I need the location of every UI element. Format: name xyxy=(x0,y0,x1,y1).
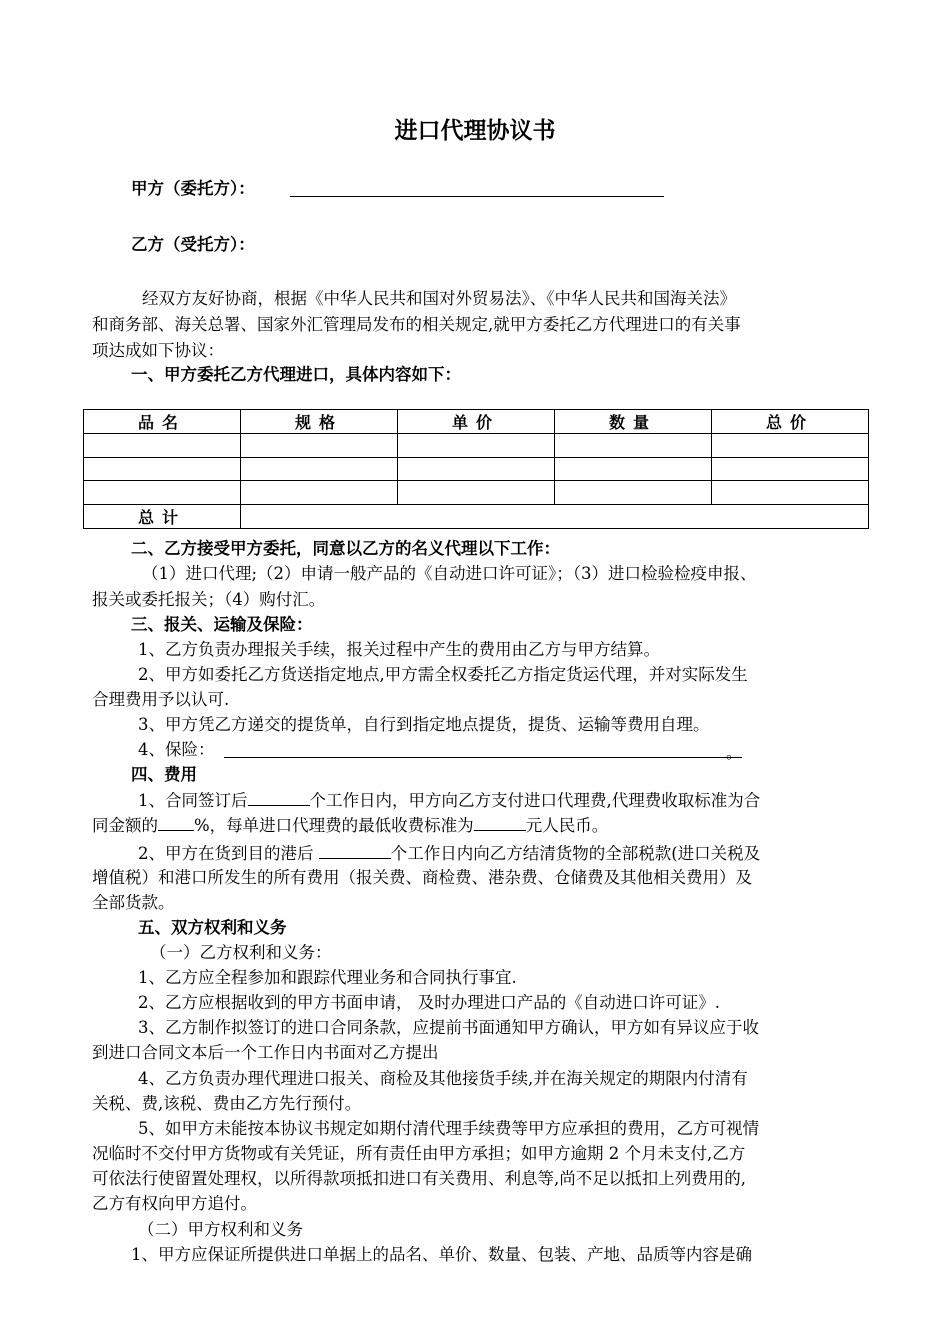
section-3-item-2-line-1: 2、甲方如委托乙方货送指定地点,甲方需全权委托乙方指定货运代理，并对实际发生 xyxy=(138,665,748,684)
fee-1-text-d: %，每单进口代理费的最低收费标准为 xyxy=(194,816,474,835)
party-a-label: 甲方（委托方）： xyxy=(131,179,255,198)
party-b-duty-3-line-1: 3、乙方制作拟签订的进口合同条款，应提前书面通知甲方确认，甲方如有异议应于收 xyxy=(138,1018,759,1037)
fee-2-line-3: 全部货款。 xyxy=(92,893,175,912)
insurance-end-mark: 。 xyxy=(726,743,743,762)
table-cell xyxy=(555,434,712,458)
section-3-heading: 三、报关、运输及保险： xyxy=(131,615,313,634)
total-label: 总计 xyxy=(84,504,241,528)
table-total-row xyxy=(84,504,869,528)
section-1-heading: 一、甲方委托乙方代理进口，具体内容如下： xyxy=(131,365,461,384)
table-cell xyxy=(398,481,555,505)
fee-2-text-b: 个工作日内向乙方结清货物的全部税款(进口关税及 xyxy=(390,844,761,863)
fee-2-line-2: 增值税）和港口所发生的所有费用（报关费、商检费、港杂费、仓储费及其他相关费用）及 xyxy=(92,868,752,887)
party-b-duty-5-line-4: 乙方有权向甲方追付。 xyxy=(92,1194,257,1213)
table-cell xyxy=(84,434,241,458)
table-row xyxy=(84,481,869,505)
fee-2-days-blank xyxy=(319,842,391,859)
table-cell xyxy=(241,434,398,458)
header-unit-price: 单价 xyxy=(398,410,555,434)
intro-line-1: 经双方友好协商，根据《中华人民共和国对外贸易法》、《中华人民共和国海关法》 xyxy=(142,289,736,308)
table-row xyxy=(84,457,869,481)
table-cell xyxy=(84,457,241,481)
fee-1-line-2 xyxy=(92,814,608,837)
party-b-duty-2: 2、乙方应根据收到的甲方书面申请， 及时办理进口产品的《自动进口许可证》. xyxy=(138,993,720,1012)
table-cell xyxy=(241,457,398,481)
subsection-1-heading: （一）乙方权利和义务： xyxy=(150,943,332,962)
table-cell xyxy=(712,457,869,481)
header-product-name: 品名 xyxy=(84,410,241,434)
party-a-duty-1: 1、甲方应保证所提供进口单据上的品名、单价、数量、包装、产地、品质等内容是确 xyxy=(131,1245,752,1264)
party-a-blank xyxy=(290,196,664,197)
table-cell xyxy=(241,481,398,505)
fee-1-text-a: 1、合同签订后 xyxy=(138,791,248,810)
fee-1-text-e: 元人民币。 xyxy=(525,816,609,835)
table-cell xyxy=(398,434,555,458)
section-3-item-4-label: 4、保险： xyxy=(138,740,215,759)
header-specification: 规格 xyxy=(241,410,398,434)
table-cell xyxy=(84,481,241,505)
goods-table xyxy=(83,409,869,529)
header-quantity: 数量 xyxy=(555,410,712,434)
total-value-cell xyxy=(241,504,869,528)
table-cell xyxy=(712,434,869,458)
table-cell xyxy=(555,457,712,481)
insurance-blank xyxy=(224,757,742,758)
party-b-duty-4-line-2: 关税、费,该税、费由乙方先行预付。 xyxy=(92,1094,362,1113)
fee-1-line-1 xyxy=(138,789,760,812)
party-b-duty-5-line-1: 5、如甲方未能按本协议书规定如期付清代理手续费等甲方应承担的费用，乙方可视情 xyxy=(138,1119,759,1138)
fee-1-minimum-blank xyxy=(474,814,526,831)
table-header-row xyxy=(84,410,869,434)
party-b-duty-5-line-3: 可依法行使留置处理权，以所得款项抵扣进口有关费用、利息等,尚不足以抵扣上列费用的, xyxy=(92,1169,746,1188)
table-row xyxy=(84,434,869,458)
fee-2-text-a: 2、甲方在货到目的港后 xyxy=(138,844,319,863)
party-b-duty-3-line-2: 到进口合同文本后一个工作日内书面对乙方提出 xyxy=(92,1043,439,1062)
fee-1-text-b: 个工作日内，甲方向乙方支付进口代理费,代理费收取标准为合 xyxy=(309,791,761,810)
table-cell xyxy=(555,481,712,505)
subsection-2-heading: （二）甲方权利和义务 xyxy=(138,1220,303,1239)
party-b-label: 乙方（受托方）： xyxy=(131,235,255,254)
section-3-item-3: 3、甲方凭乙方递交的提货单，自行到指定地点提货，提货、运输等费用自理。 xyxy=(138,715,710,734)
section-3-item-1: 1、乙方负责办理报关手续，报关过程中产生的费用由乙方与甲方结算。 xyxy=(138,640,660,659)
section-5-heading: 五、双方权利和义务 xyxy=(138,918,287,937)
intro-line-2: 和商务部、海关总署、国家外汇管理局发布的相关规定,就甲方委托乙方代理进口的有关事 xyxy=(92,315,741,334)
party-b-duty-4-line-1: 4、乙方负责办理代理进口报关、商检及其他接货手续,并在海关规定的期限内付清有 xyxy=(138,1069,748,1088)
fee-1-days-blank xyxy=(248,789,310,806)
section-3-item-2-line-2: 合理费用予以认可. xyxy=(92,690,230,709)
section-2-line-1: （1）进口代理;（2）申请一般产品的《自动进口许可证》；（3）进口检验检疫申报、 xyxy=(142,564,757,583)
section-2-line-2: 报关或委托报关；（4）购付汇。 xyxy=(92,590,326,609)
fee-2-line-1 xyxy=(138,842,760,865)
section-4-heading: 四、费用 xyxy=(131,765,197,784)
intro-line-3: 项达成如下协议： xyxy=(92,341,224,360)
table-cell xyxy=(398,457,555,481)
fee-1-text-c: 同金额的 xyxy=(92,816,158,835)
section-2-heading: 二、乙方接受甲方委托，同意以乙方的名义代理以下工作： xyxy=(131,539,560,558)
header-total-price: 总价 xyxy=(712,410,869,434)
fee-1-percent-blank xyxy=(158,814,194,831)
party-b-duty-1: 1、乙方应全程参加和跟踪代理业务和合同执行事宜. xyxy=(138,968,517,987)
table-cell xyxy=(712,481,869,505)
document-title: 进口代理协议书 xyxy=(394,118,556,144)
party-b-duty-5-line-2: 况临时不交付甲方货物或有关凭证，所有责任由甲方承担；如甲方逾期 2 个月未支付,乙方 xyxy=(92,1144,746,1163)
